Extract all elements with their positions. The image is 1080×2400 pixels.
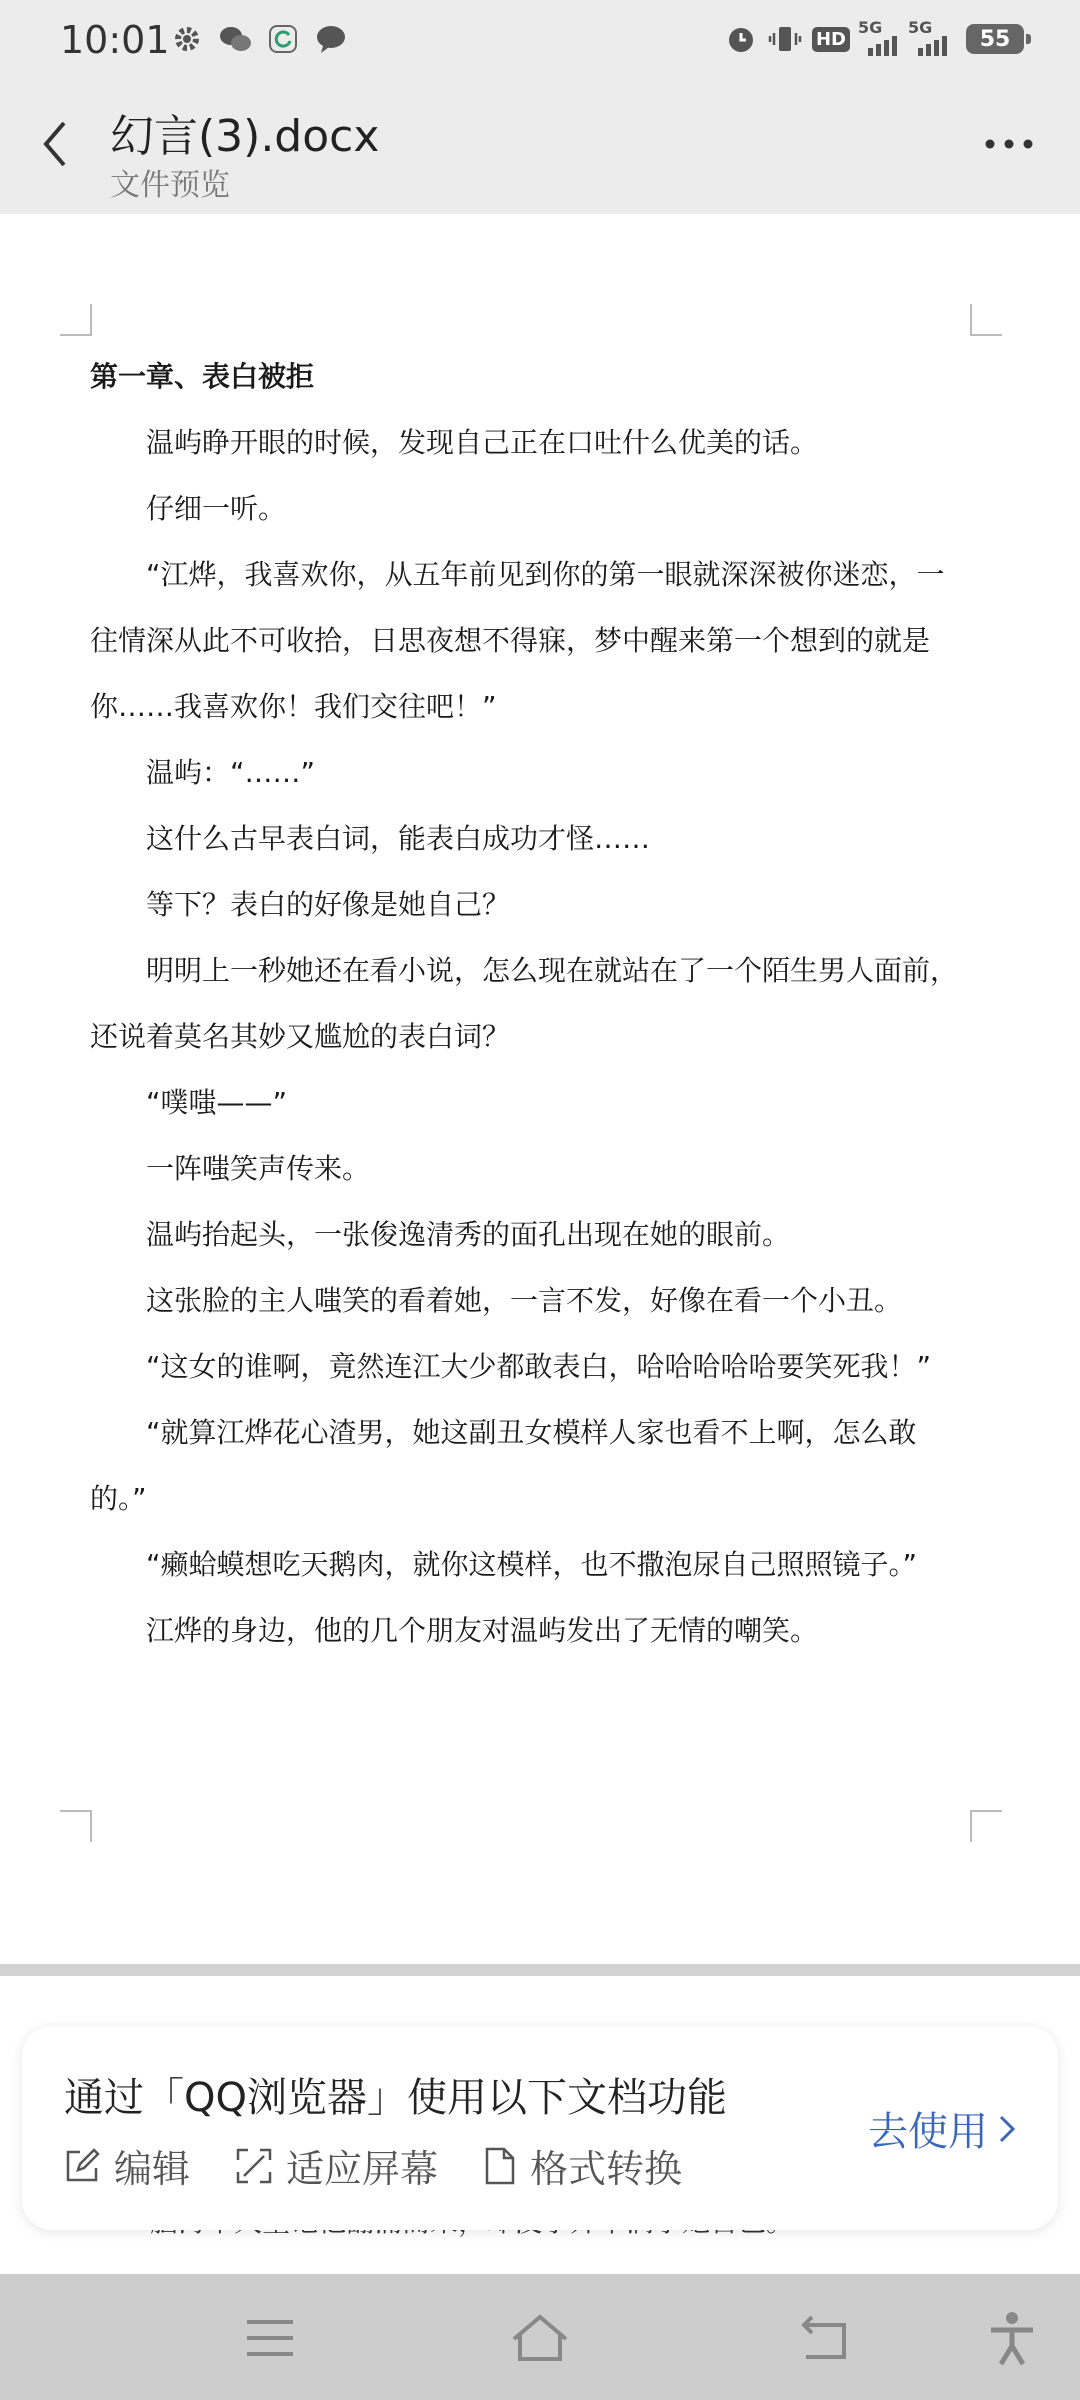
fit-screen-label: 适应屏幕 [286, 2147, 439, 2191]
chapter-title: 第一章、表白被拒 [90, 360, 315, 393]
hd-icon: HD [812, 27, 850, 52]
edit-icon [64, 2148, 100, 2184]
back-icon [798, 2313, 852, 2363]
menu-button[interactable] [240, 2310, 300, 2366]
back-nav-button[interactable] [795, 2310, 855, 2366]
signal-5g-icon [858, 18, 900, 56]
fit-screen-icon [236, 2148, 272, 2184]
page-corner-mark [970, 1810, 1002, 1842]
document-title: 幻言(3).docx [110, 111, 380, 162]
paragraph: “噗嗤——” [146, 1086, 288, 1119]
accessibility-icon [987, 2310, 1037, 2366]
paragraph: 等下？表白的好像是她自己？ [146, 888, 511, 921]
vibrate-icon [768, 22, 802, 56]
paragraph: 温屿抬起头，一张俊逸清秀的面孔出现在她的眼前。 [146, 1218, 791, 1251]
page-corner-mark [60, 1810, 92, 1842]
page-corner-mark [60, 304, 92, 336]
paragraph: “癞蛤蟆想吃天鹅肉，就你这模样，也不撒泡尿自己照照镜子。” [146, 1548, 918, 1581]
paragraph: 明明上一秒她还在看小说，怎么现在就站在了一个陌生男人面前，还说着莫名其妙又尴尬的表白词？ [90, 954, 959, 1053]
paragraph: “这女的谁啊，竟然连江大少都敢表白，哈哈哈哈哈要笑死我！” [146, 1350, 932, 1383]
paragraph: “江烨，我喜欢你，从五年前见到你的第一眼就深深被你迷恋，一往情深从此不可收拾，日思夜想不得寐，梦中醒来第一个想到的就是你……我喜欢你！我们交往吧！” [90, 558, 945, 723]
document-subtitle: 文件预览 [110, 168, 230, 203]
paragraph: 温屿睁开眼的时候，发现自己正在口吐什么优美的话。 [146, 426, 819, 459]
format-convert-label: 格式转换 [530, 2147, 683, 2191]
accessibility-button[interactable] [982, 2310, 1042, 2366]
page-separator [0, 1964, 1080, 1976]
system-nav-bar [0, 2274, 1080, 2400]
sync-icon [266, 22, 300, 56]
paragraph: 这什么古早表白词，能表白成功才怪…… [146, 822, 651, 855]
app-header [0, 84, 1080, 214]
edit-action[interactable] [64, 2138, 190, 2193]
battery-indicator: 55 [966, 24, 1024, 54]
qq-browser-promo-card[interactable] [22, 2026, 1058, 2230]
network-label: 5G [858, 18, 883, 37]
document-icon [484, 2147, 516, 2185]
paragraph: “就算江烨花心渣男，她这副丑女模样人家也看不上啊，怎么敢的。” [90, 1416, 917, 1515]
go-use-button[interactable] [868, 2100, 1016, 2157]
document-content [90, 344, 970, 1664]
edit-label: 编辑 [114, 2147, 191, 2191]
chat-bubble-icon [314, 22, 348, 56]
back-button[interactable] [30, 114, 80, 174]
promo-text: 通过「QQ浏览器」使用以下文档功能 [64, 2075, 727, 2121]
more-options-button[interactable] [974, 114, 1044, 174]
paragraph: 这张脸的主人嗤笑的看着她，一言不发，好像在看一个小丑。 [146, 1284, 903, 1317]
gear-icon [170, 22, 204, 56]
status-bar [0, 0, 1080, 84]
fit-screen-action[interactable] [236, 2138, 438, 2193]
more-dots-icon [984, 138, 1034, 150]
signal-5g-icon [908, 18, 956, 56]
wechat-icon [218, 22, 252, 56]
menu-icon [245, 2318, 295, 2358]
paragraph: 温屿：“……” [146, 756, 316, 789]
home-icon [510, 2313, 570, 2363]
status-right-icons [724, 18, 1024, 56]
go-use-label: 去使用 [868, 2109, 988, 2155]
page-corner-mark [970, 304, 1002, 336]
network-label: 5G [908, 18, 933, 37]
status-time: 10:01 [60, 18, 170, 62]
format-convert-action[interactable] [484, 2138, 682, 2193]
paragraph: 江烨的身边，他的几个朋友对温屿发出了无情的嘲笑。 [146, 1614, 819, 1647]
home-button[interactable] [510, 2310, 570, 2366]
chevron-left-icon [40, 119, 70, 169]
document-page[interactable] [0, 214, 1080, 1964]
alarm-icon [724, 22, 758, 56]
chevron-right-icon [998, 2114, 1016, 2144]
promo-actions [64, 2138, 682, 2193]
paragraph: 一阵嗤笑声传来。 [146, 1152, 371, 1185]
status-left-icons [170, 22, 348, 56]
paragraph: 仔细一听。 [146, 492, 287, 525]
